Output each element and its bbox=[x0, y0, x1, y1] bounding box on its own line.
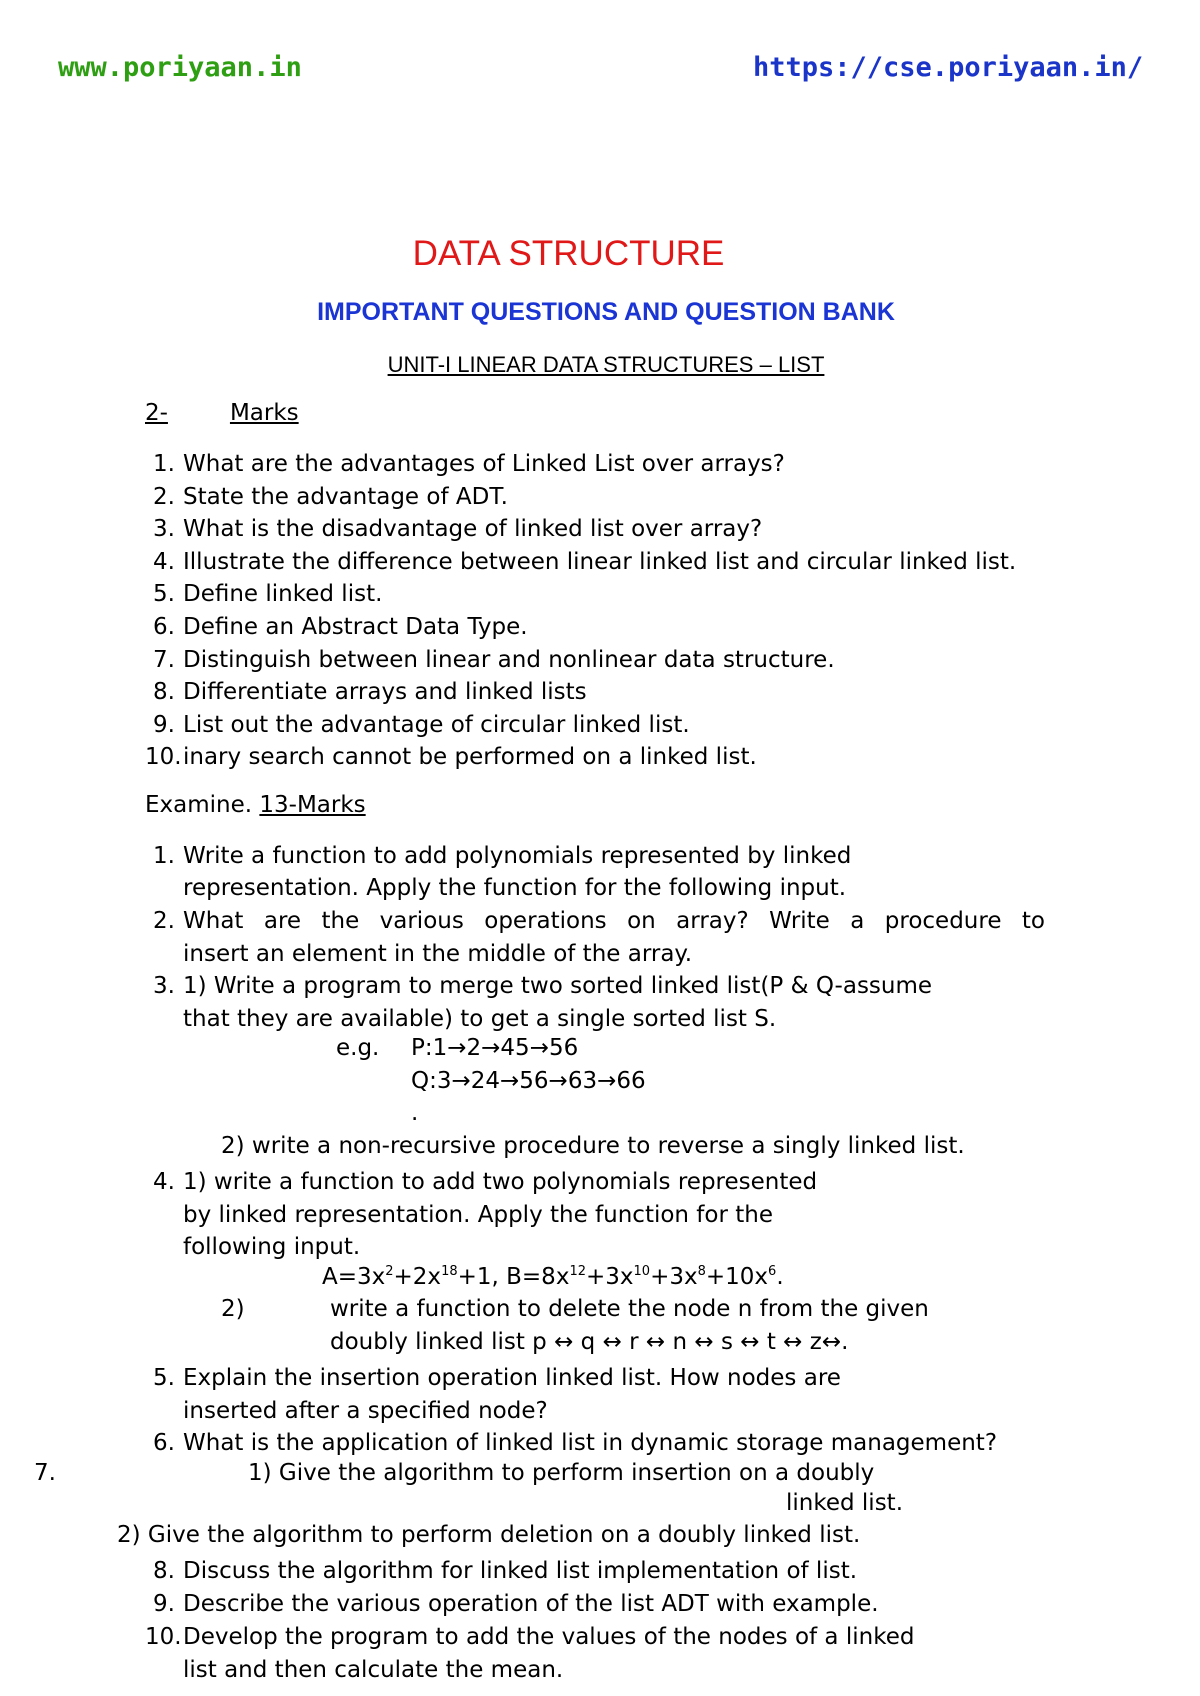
header-left-link[interactable]: www.poriyaan.in bbox=[58, 52, 302, 83]
question-text: What is the disadvantage of linked list over array? bbox=[183, 516, 763, 543]
two-marks-number: 2- bbox=[145, 400, 168, 426]
thirteen-marks-heading bbox=[145, 792, 366, 818]
question-number: 6. bbox=[153, 614, 175, 640]
question-number: 7. bbox=[153, 646, 175, 673]
question-number: 3. bbox=[153, 516, 175, 543]
thirteen-marks-prefix: Examine. bbox=[145, 792, 253, 818]
question-number: 8. bbox=[153, 1558, 175, 1584]
question-number: 6. bbox=[153, 1430, 175, 1456]
question-number: 1. bbox=[153, 451, 175, 477]
question-text: State the advantage of ADT. bbox=[183, 483, 508, 510]
question-number: 2. bbox=[153, 483, 175, 510]
question-number: 10. bbox=[145, 744, 182, 771]
question-text: Differentiate arrays and linked lists bbox=[183, 679, 587, 706]
question-number: 4. bbox=[153, 1169, 175, 1195]
question-line: 1) Give the algorithm to perform insertion on a doubly bbox=[248, 1460, 875, 1486]
question-text: What are the advantages of Linked List over arrays? bbox=[183, 451, 785, 477]
question-line: What is the application of linked list in dynamic storage management? bbox=[183, 1430, 998, 1456]
thirteen-marks-label: 13-Marks bbox=[259, 792, 366, 818]
question-line: linked list. bbox=[786, 1490, 904, 1516]
question-line: insert an element in the middle of the array. bbox=[183, 940, 693, 967]
question-text: Distinguish between linear and nonlinear data structure. bbox=[183, 646, 835, 673]
question-text: inary search cannot be performed on a linked list. bbox=[183, 744, 757, 771]
question-line: Write a function to add polynomials represented by linked bbox=[183, 843, 852, 869]
two-marks-word: Marks bbox=[229, 400, 299, 426]
question-number: 4. bbox=[153, 548, 175, 575]
polynomial-input: $A=3x^2+2x^{18}+1$, $B=8x^{12}+3x^{10}+3x^8+10x^6$. bbox=[322, 1264, 784, 1290]
question-line: What are the various operations on array? Write a procedure to bbox=[183, 908, 1045, 934]
list-dot: . bbox=[411, 1100, 419, 1126]
question-text: Define linked list. bbox=[183, 581, 383, 608]
question-line: that they are available) to get a single sorted list S. bbox=[183, 1005, 777, 1032]
question-number: 7. bbox=[34, 1460, 56, 1486]
question-line: write a function to delete the node n from the given bbox=[330, 1296, 929, 1322]
question-text: Define an Abstract Data Type. bbox=[183, 614, 528, 640]
question-text: List out the advantage of circular linked list. bbox=[183, 711, 690, 738]
document-subtitle: IMPORTANT QUESTIONS AND QUESTION BANK bbox=[317, 298, 895, 326]
question-line: list and then calculate the mean. bbox=[183, 1656, 564, 1683]
question-line: 2) Give the algorithm to perform deletion on a doubly linked list. bbox=[117, 1522, 861, 1548]
question-number: 5. bbox=[153, 1365, 175, 1391]
list-p: P:1→2→45→56 bbox=[411, 1035, 579, 1061]
question-text: Illustrate the difference between linear linked list and circular linked list. bbox=[183, 548, 1017, 575]
question-line: Develop the program to add the values of the nodes of a linked bbox=[183, 1624, 915, 1650]
question-line: Discuss the algorithm for linked list implementation of list. bbox=[183, 1558, 858, 1584]
sub-part-label: 2) bbox=[221, 1296, 245, 1322]
question-line: 1) write a function to add two polynomials represented bbox=[183, 1169, 818, 1195]
question-line: Describe the various operation of the list ADT with example. bbox=[183, 1591, 879, 1617]
question-number: 8. bbox=[153, 679, 175, 706]
question-line: following input. bbox=[183, 1234, 361, 1260]
list-q: Q:3→24→56→63→66 bbox=[411, 1068, 646, 1094]
question-number: 2. bbox=[153, 908, 175, 934]
question-line: doubly linked list p ↔ q ↔ r ↔ n ↔ s ↔ t ↔ z↔. bbox=[330, 1329, 849, 1355]
two-marks-heading bbox=[145, 400, 299, 426]
question-number: 9. bbox=[153, 711, 175, 738]
question-line: 1) Write a program to merge two sorted linked list(P & Q-assume bbox=[183, 973, 933, 999]
example-label: e.g. bbox=[336, 1035, 380, 1061]
question-number: 9. bbox=[153, 1591, 175, 1617]
header-right-link[interactable]: https://cse.poriyaan.in/ bbox=[753, 52, 1144, 83]
question-number: 10. bbox=[145, 1624, 182, 1650]
question-number: 5. bbox=[153, 581, 175, 608]
document-title: DATA STRUCTURE bbox=[412, 234, 725, 273]
question-number: 3. bbox=[153, 973, 175, 999]
question-line: by linked representation. Apply the function for the bbox=[183, 1201, 773, 1228]
question-line: 2) write a non-recursive procedure to reverse a singly linked list. bbox=[221, 1133, 965, 1159]
question-line: representation. Apply the function for the following input. bbox=[183, 875, 847, 901]
question-line: inserted after a specified node? bbox=[183, 1397, 548, 1424]
question-number: 1. bbox=[153, 843, 175, 869]
unit-heading: UNIT-I LINEAR DATA STRUCTURES – LIST bbox=[387, 352, 825, 377]
question-line: Explain the insertion operation linked list. How nodes are bbox=[183, 1365, 841, 1391]
